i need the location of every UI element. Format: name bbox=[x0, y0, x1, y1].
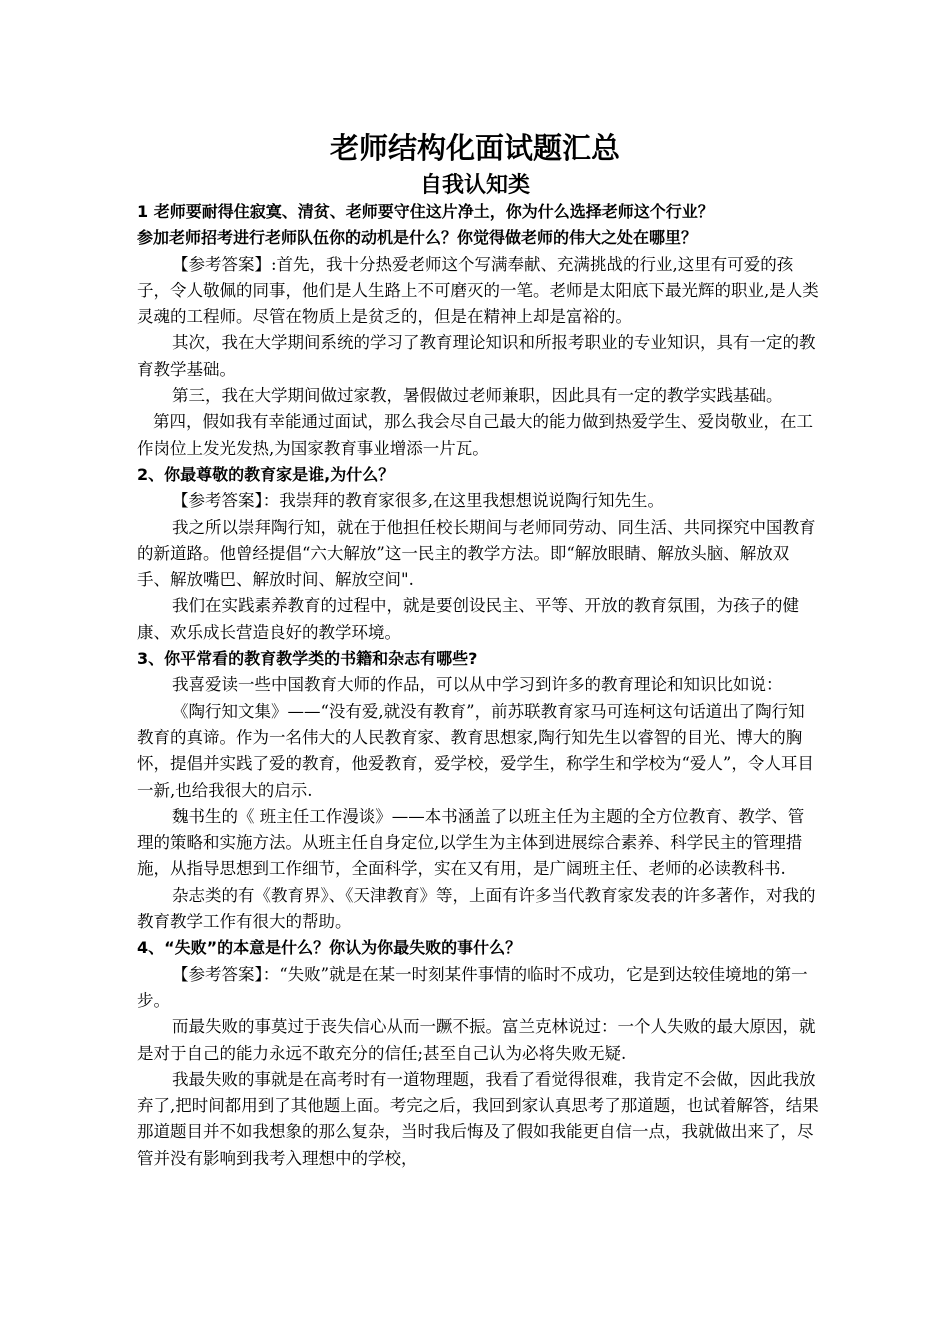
answer-paragraph: 【参考答案】:首先，我十分热爱老师这个写满奉献、充满挑战的行业,这里有可爱的孩子，令人敬佩的同事，他们是人生路上不可磨灭的一笔。老师是太阳底下最光辉的职业,是人类灵魂的工程师。尽管在物质上是贫乏的，但是在精神上却是富裕的。 bbox=[137, 254, 819, 327]
answer-paragraph: 魏书生的《 班主任工作漫谈》——本书涵盖了以班主任为主题的全方位教育、教学、管理的策略和实施方法。从班主任自身定位,以学生为主体到进展综合素养、科学民主的管理措施，从指导思想到工作细节，全面科学，实在又有用，是广阔班主任、老师的必读教科书. bbox=[137, 806, 805, 879]
question-3-heading: 3、你平常看的教育教学类的书籍和杂志有哪些? bbox=[137, 649, 478, 669]
answer-paragraph: 我最失败的事就是在高考时有一道物理题，我看了看觉得很难，我肯定不会做，因此我放弃了,把时间都用到了其他题上面。考完之后，我回到家认真思考了那道题，也试着解答，结果那道题目并不如我想象的那么复杂，当时我后悔及了假如我能更自信一点，我就做出来了，尽管并没有影响到我考入理想中的学校， bbox=[137, 1069, 819, 1168]
answer-paragraph: 第三，我在大学期间做过家教，暑假做过老师兼职，因此具有一定的教学实践基础。 bbox=[172, 386, 783, 406]
question-1-line-1: 1 老师要耐得住寂寞、清贫、老师要守住这片净土，你为什么选择老师这个行业？ bbox=[137, 202, 714, 221]
question-1-line-2: 参加老师招考进行老师队伍你的动机是什么？你觉得做老师的伟大之处在哪里？ bbox=[137, 228, 698, 248]
answer-paragraph: 【参考答案】：“失败”就是在某一时刻某件事情的临时不成功，它是到达较佳境地的第一步。 bbox=[137, 964, 808, 1010]
answer-paragraph: 《陶行知文集》——“没有爱,就没有教育”，前苏联教育家马可连柯这句话道出了陶行知教育的真谛。作为一名伟大的人民教育家、教育思想家,陶行知先生以睿智的目光、博大的胸怀，提倡并实践了爱的教育，他爱教育，爱学校，爱学生，称学生和学校为“爱人”，令人耳目一新,也给我很大的启示. bbox=[137, 701, 814, 800]
answer-paragraph: 我喜爱读一些中国教育大师的作品，可以从中学习到许多的教育理论和知识比如说： bbox=[172, 675, 783, 695]
answer-paragraph: 我们在实践素养教育的过程中，就是要创设民主、平等、开放的教育氛围，为孩子的健康、欢乐成长营造良好的教学环境。 bbox=[137, 596, 799, 642]
answer-paragraph: 而最失败的事莫过于丧失信心从而一蹶不振。富兰克林说过：一个人失败的最大原因，就是对于自己的能力永远不敢充分的信任;甚至自己认为必将失败无疑. bbox=[137, 1017, 816, 1063]
answer-paragraph: 【参考答案】：我崇拜的教育家很多,在这里我想想说说陶行知先生。 bbox=[172, 491, 664, 511]
question-2-heading: 2、你最尊敬的教育家是谁,为什么？ bbox=[137, 464, 395, 484]
answer-paragraph: 杂志类的有《教育界》、《天津教育》等，上面有许多当代教育家发表的许多著作，对我的教育教学工作有很大的帮助。 bbox=[137, 885, 816, 932]
answer-paragraph: 第四，假如我有幸能通过面试，那么我会尽自己最大的能力做到热爱学生、爱岗敬业，在工作岗位上发光发热,为国家教育事业增添一片瓦。 bbox=[137, 412, 813, 458]
answer-paragraph: 我之所以崇拜陶行知，就在于他担任校长期间与老师同劳动、同生活、共同探究中国教育的新道路。他曾经提倡“六大解放”这一民主的教学方法。即“解放眼睛、解放头脑、解放双手、解放嘴巴、解放时间、解放空间". bbox=[137, 517, 816, 590]
section-heading: 自我认知类 bbox=[419, 173, 530, 198]
question-4-heading: 4、“失败”的本意是什么？你认为你最失败的事什么？ bbox=[137, 938, 522, 958]
document-title: 老师结构化面试题汇总 bbox=[329, 131, 620, 165]
document-body bbox=[137, 199, 820, 1172]
answer-paragraph: 其次，我在大学期间系统的学习了教育理论知识和所报考职业的专业知识，具有一定的教育教学基础。 bbox=[137, 333, 816, 379]
